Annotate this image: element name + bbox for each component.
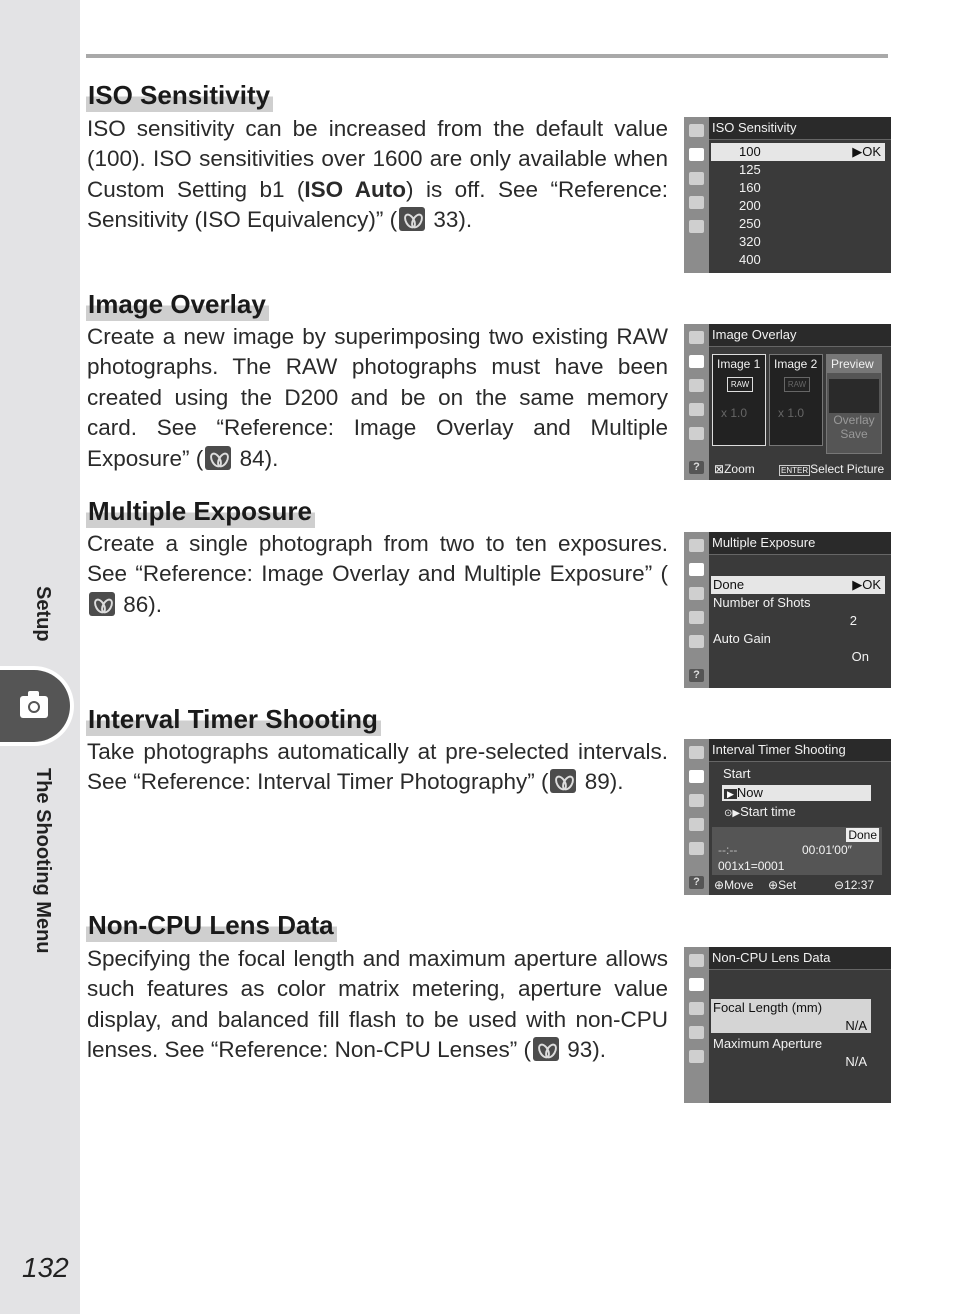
body-non-cpu-lens-data: Specifying the focal length and maximum aperture allows such features as color matrix metering, aperture value display, and balanced fill flash to be used with non-CPU lenses. See “Reference: Non-CPU Lenses” ( 93).: [87, 946, 668, 1063]
heading-multiple-exposure: Multiple Exposure: [86, 494, 315, 528]
camera-icon: [20, 696, 48, 718]
image-overlay-screen: ? Image Overlay Image 1 RAW x 1.0 Image 2 RAW x 1.0 Preview Overlay Save ⊠Zoom ENTER Select Picture: [684, 324, 891, 480]
top-rule: [86, 54, 888, 58]
multiple-exposure-screen: ? Multiple Exposure Done ▶OK Number of Shots 2 Auto Gain On: [684, 532, 891, 688]
reference-icon: [89, 592, 115, 616]
reference-icon: [550, 769, 576, 793]
interval-timer-screen: ? Interval Timer Shooting Start ▶ Now ⊙▶Start time Done --:-- 00:01′00″ 001x1=0001 ⊕Move ⊕Set ⊖12:37: [684, 739, 891, 895]
heading-interval-timer-shooting: Interval Timer Shooting: [86, 702, 381, 736]
heading-iso-sensitivity: ISO Sensitivity: [86, 78, 273, 112]
page-number: 132: [22, 1252, 69, 1283]
sidebar: [0, 0, 80, 1314]
section-label: Setup: [32, 586, 54, 642]
body-iso-sensitivity: ISO sensitivity can be increased from the default value (100). ISO sensitivities over 1600 are only available when Custom Setting b1 (ISO Auto) is off. See “Reference: Sensitivity (ISO Equivalency)” ( 33).: [87, 116, 668, 233]
body-image-overlay: Create a new image by superimposing two existing RAW photographs. The RAW photographs must have been created using the D200 and be on the same memory card. See “Reference: Image Overlay and Multiple Exposure” ( 84).: [87, 324, 668, 471]
shooting-menu-tab: [0, 666, 74, 746]
reference-icon: [399, 207, 425, 231]
non-cpu-lens-screen: Non-CPU Lens Data Focal Length (mm) N/A Maximum Aperture N/A: [684, 947, 891, 1103]
heading-non-cpu-lens-data: Non-CPU Lens Data: [86, 908, 337, 942]
heading-image-overlay: Image Overlay: [86, 287, 269, 321]
body-interval-timer-shooting: Take photographs automatically at pre-selected intervals. See “Reference: Interval Timer Photography” ( 89).: [87, 739, 668, 795]
reference-icon: [205, 446, 231, 470]
chapter-label: The Shooting Menu: [32, 768, 54, 954]
body-multiple-exposure: Create a single photograph from two to ten exposures. See “Reference: Image Overlay and Multiple Exposure” ( 86).: [87, 531, 668, 617]
iso-sensitivity-screen: ISO Sensitivity 100 ▶OK 125 160 200 250 320 400: [684, 117, 891, 273]
reference-icon: [533, 1037, 559, 1061]
